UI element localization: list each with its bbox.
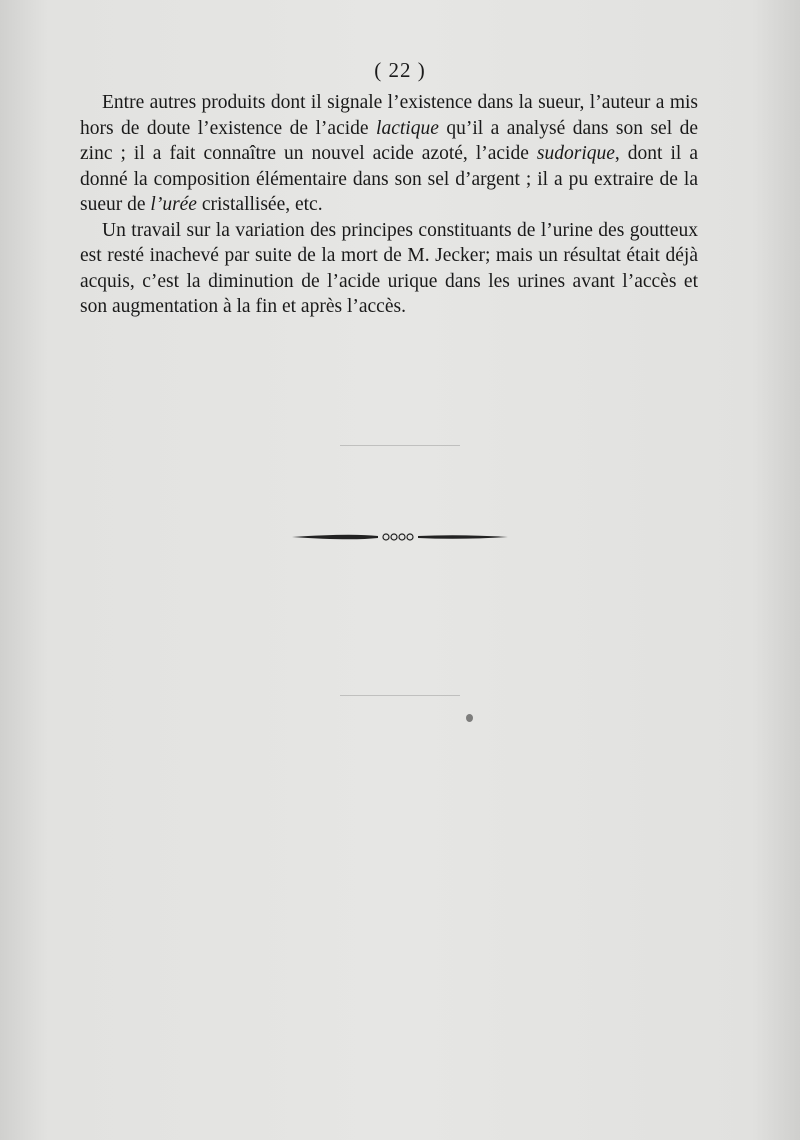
paragraph-text: , dont il a donné la composition élémentaire dans son sel d’argent ; il a pu extraire de la sueur de bbox=[80, 143, 698, 215]
italic-term-sudorique: sudorique bbox=[536, 143, 615, 164]
paragraph-text: qu’il a analysé dans son sel de zinc ; il a fait connaître un nouvel acide azoté, l’acide bbox=[80, 117, 698, 164]
paragraph-urine-study: Un travail sur la variation des principes constituants de l’urine des goutteux est resté inachevé par suite de la mort de M. Jecker; mais un résultat était déjà acquis, c’est la diminution de l’acide urique dans les urines avant l’accès et son augmentation à la fin et après l’accès. bbox=[80, 219, 698, 317]
paragraph-text: cristallisée, etc. bbox=[196, 194, 323, 215]
section-divider-ornament bbox=[290, 531, 510, 543]
paragraph-text: Entre autres produits dont il signale l’existence dans la sueur, l’auteur a mis hors de doute l’existence de l’acide bbox=[80, 92, 698, 139]
italic-term-lactique: lactique bbox=[376, 117, 439, 139]
body-text bbox=[80, 90, 698, 320]
page-number: ( 22 ) bbox=[374, 58, 426, 82]
ink-speck bbox=[466, 714, 473, 722]
paragraph-sweat-products bbox=[80, 90, 698, 218]
italic-term-uree: l’urée bbox=[150, 194, 197, 215]
